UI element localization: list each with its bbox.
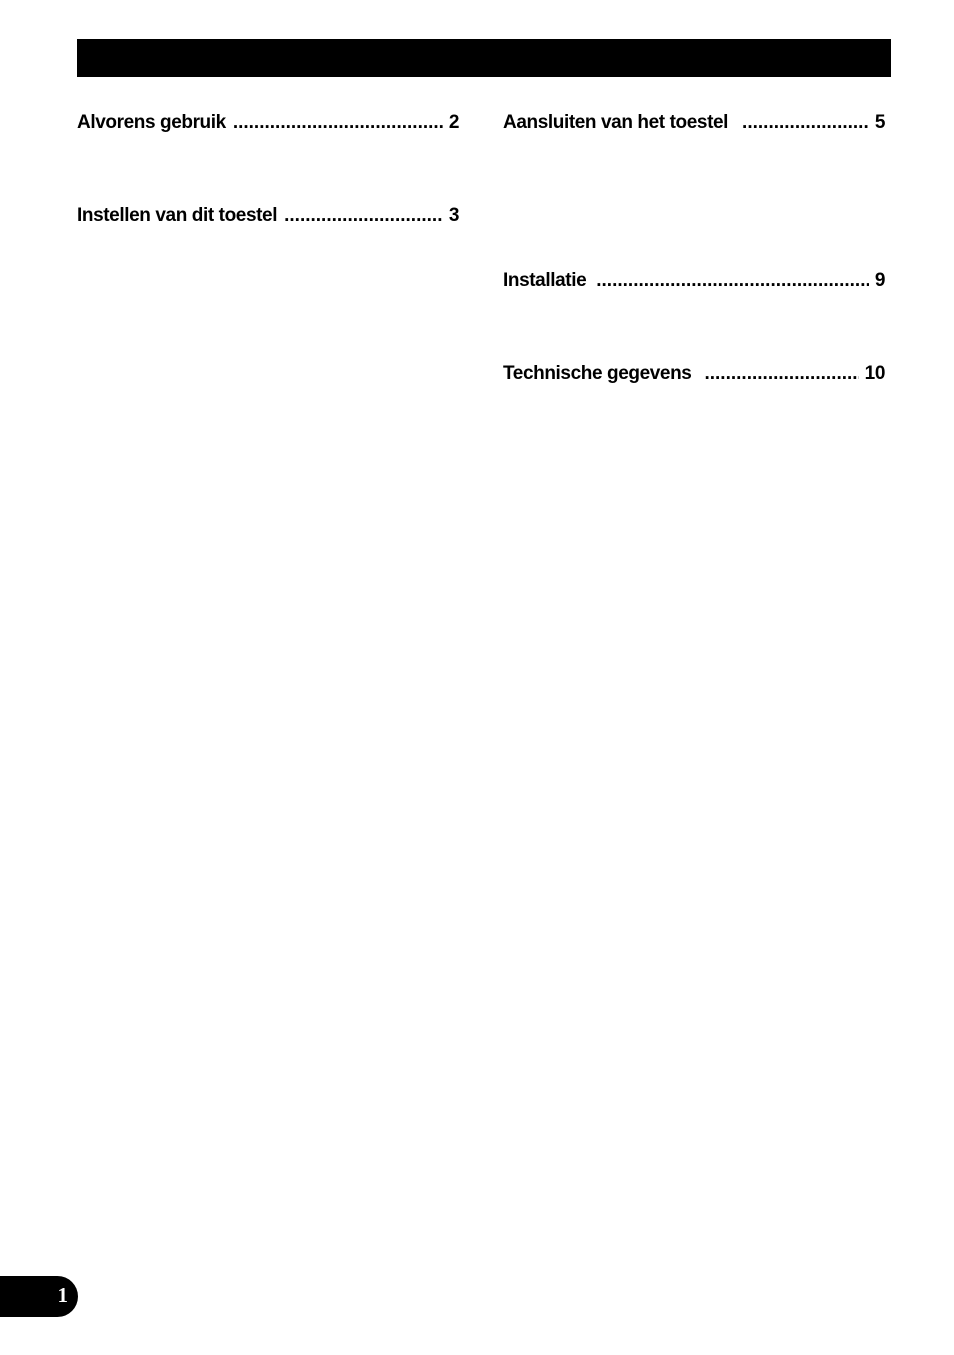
- page-number: 1: [57, 1283, 68, 1307]
- toc-dot-leader: [284, 205, 443, 227]
- toc-entry-page: 10: [864, 363, 885, 384]
- toc-entry-technische-gegevens[interactable]: [503, 363, 885, 385]
- toc-entry-page: 2: [448, 112, 459, 133]
- toc-entry-page: 9: [874, 270, 885, 291]
- toc-dot-leader: [742, 112, 869, 134]
- page-number-tab: [0, 1276, 78, 1317]
- toc-dot-leader: [596, 270, 869, 292]
- toc-dot-leader: [233, 112, 443, 134]
- toc-entry-title: Aansluiten van het toestel: [503, 112, 729, 133]
- toc-entry-instellen[interactable]: [77, 205, 459, 227]
- toc-entry-installatie[interactable]: [503, 270, 885, 292]
- toc-entry-title: Technische gegevens: [503, 363, 692, 384]
- toc-entry-title: Instellen van dit toestel: [77, 205, 278, 226]
- toc-entry-title: Alvorens gebruik: [77, 112, 226, 133]
- toc-entry-title: Installatie: [503, 270, 587, 291]
- toc-entry-aansluiten[interactable]: [503, 112, 885, 134]
- header-bar: [77, 39, 891, 77]
- toc-entry-page: 5: [874, 112, 885, 133]
- toc-entry-page: 3: [448, 205, 459, 226]
- toc-dot-leader: [704, 363, 858, 385]
- toc-entry-alvorens-gebruik[interactable]: [77, 112, 459, 134]
